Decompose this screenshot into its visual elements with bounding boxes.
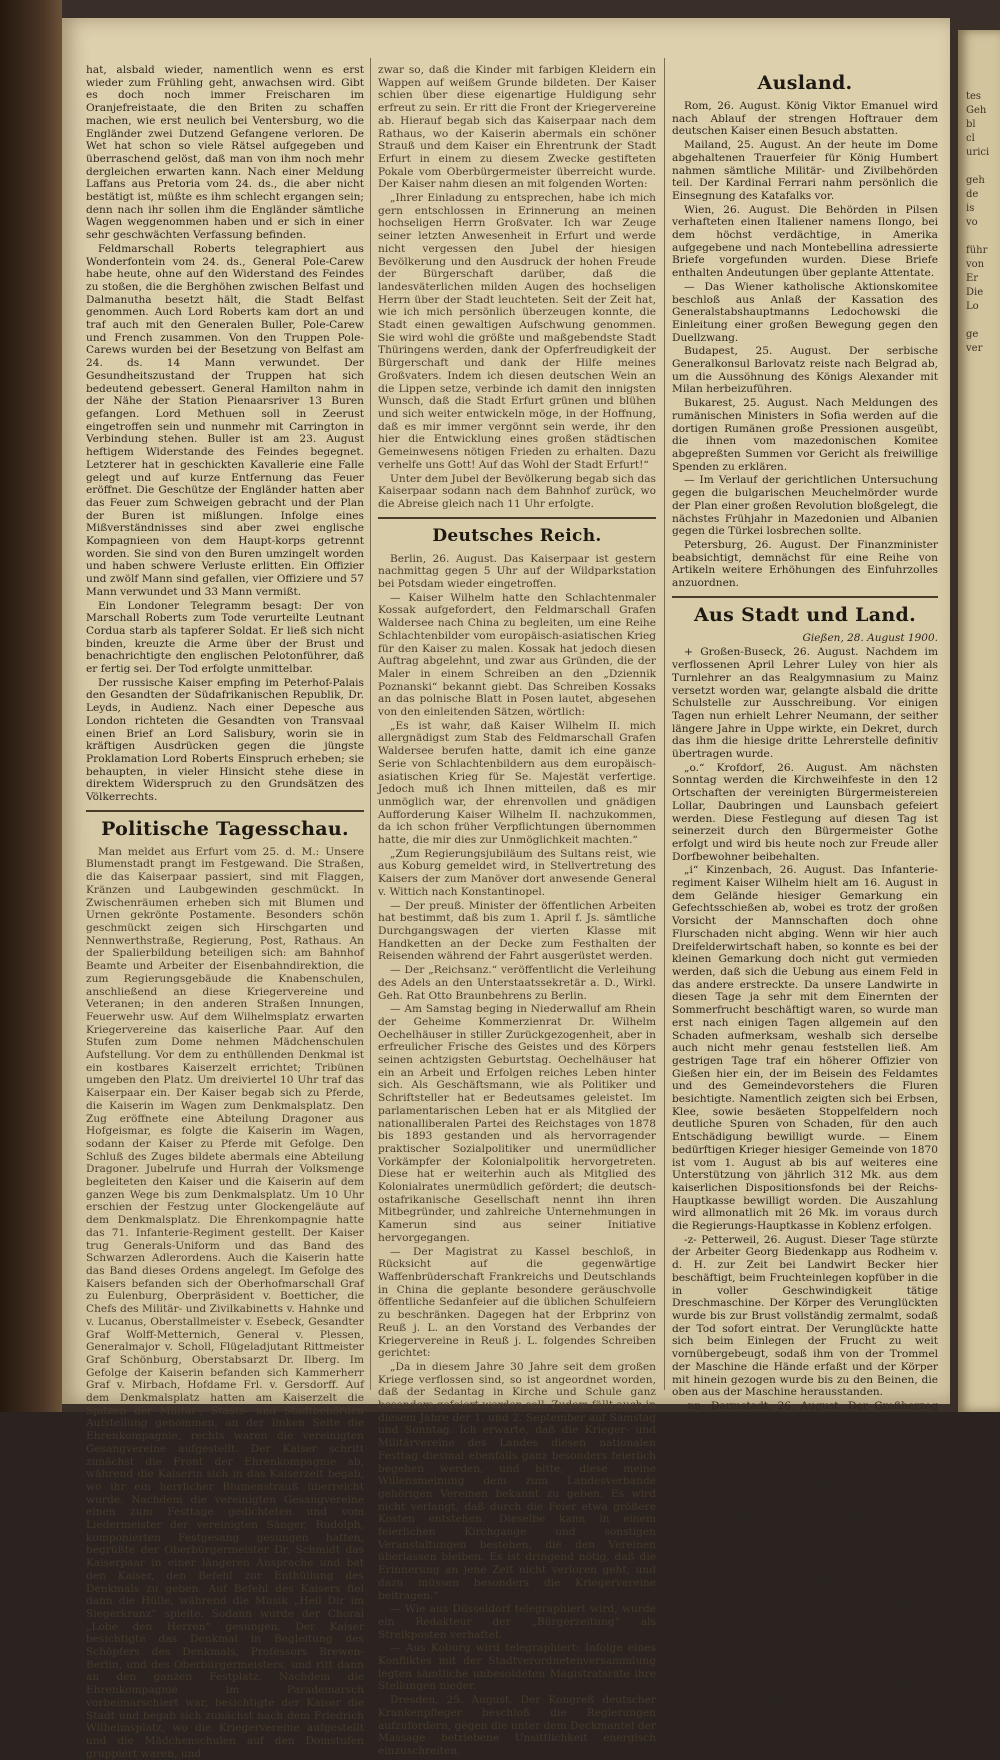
paragraph: hat, alsbald wieder, namentlich wenn es erst wieder zum Frühling geht, anwachsen wird. Gibt es doch noch immer Freischaren im Oranjefreistaate, die den Briten zu schaffen machen, wie erst neulich bei Ventersburg, wo die Engländer zwei Dutzend Gefangene verloren. De Wet hat schon so viele Rätsel aufgegeben und überraschend gelöst, daß man von ihm noch mehr dergleichen erwarten kann. Nach einer Meldung Laffans aus Pretoria vom 24. ds., die aber nicht bestätigt ist, müßte es ihm schlecht ergangen sein; denn nach ihr sollen ihm die Engländer sämtliche Wagen weggenommen haben und er sich in einer sehr geschwächten Verfassung befinden. — [86, 64, 364, 242]
paragraph: Ein Londoner Telegramm besagt: Der von Marschall Roberts zum Tode verurteilte Leutnant Cordua starb als tapferer Soldat. Er ließ sich nicht binden, kreuzte die Arme über der Brust und benachrichtigte den englischen Pelotonführer, daß er fertig sei. Der Tod erfolgte unmittelbar. — [86, 599, 364, 676]
paragraph: Feldmarschall Roberts telegraphiert aus Wonderfontein vom 24. ds., General Pole-Carew habe heute, ohne auf den Widerstand des Feindes zu stoßen, die die Berghöhen zwischen Belfast und Dalmanutha besetzt hält, die Stadt Belfast genommen. Auch Lord Roberts kam dort an und traf auch mit den Generalen Buller, Pole-Carew und French zusammen. Von den Truppen Pole-Carews wurden bei der Besetzung von Belfast am 24. ds. 14 Mann verwundet. Der Gesundheitszustand der Truppen hat sich bedeutend gebessert. General Hamilton nahm in der Nähe der Station Pienaarsriver 13 Buren gefangen. Lord Methuen soll in Zeerust eingetroffen sein und nunmehr mit Carrington in Verbindung stehen. Buller ist am 23. August heftigem Widerstande des Feindes begegnet. Letzterer hat in geschickten Kavallerie eine Falle gelegt und auf kurze Entfernung das Feuer eröffnet. Die Geschütze der Engländer hatten aber das Feuer zum Schweigen gebracht und der Plan der Buren ist mißlungen. Infolge eines Mißverständnisses sind aber zwei englische Kompagnieen von dem Haupt-korps getrennt worden. Sie sind von den Buren umzingelt worden und haben schwere Verluste erlitten. Ein Offizier und zwölf Mann sind gefallen, vier Offiziere und 57 Mann verwundet und 33 Mann vermißt. — [86, 242, 364, 598]
section-divider — [378, 517, 656, 519]
adjacent-page-text: tes Geh bl cl urici geh de is vo führ von Er Die Lo ge ver — [966, 91, 990, 354]
paragraph: „i“ Kinzenbach, 26. August. Das Infanterie-regiment Kaiser Wilhelm hielt am 16. August in dem Gelände hiesiger Gemarkung ein Gefechtsschießen ab, wobei es trotz der großen Vorsicht der Mannschaften doch ohne Flurschaden nicht abging. Wenn wir hier auch Dreifelderwirtschaft haben, so konnte es bei der kleinen Gemarkung doch nicht gut vermieden werden, daß sich die Uebung aus einem Feld in das andere erstreckte. Da unsere Landwirte in diesen Tage ja sehr mit dem Einernten der Sommerfrucht beschäftigt waren, so wurde man erst nach einigen Tagen allgemein auf den Schaden aufmerksam, weshalb sich derselbe auch nicht mehr genau feststellen ließ. Am gestrigen Tage traf ein höherer Offizier von Gießen hier ein, der im Beisein des Feldamtes und des Gemeindevorstehers die Fluren besichtigte. Namentlich zeigten sich bei Erbsen, Klee, sowie besäeten Stoppelfeldern noch deutliche Spuren von Schaden, für den auch Entschädigung bewilligt wurde. — Einem bedürftigen Krieger hiesiger Gemeinde von 1870 ist vom 1. August ab bis auf weiteres eine Unterstützung von jährlich 312 Mk. aus dem kaiserlichen Dispositionsfonds bei der Reichs-Hauptkasse bewilligt worden. Die Auszahlung wird allmonatlich mit 26 Mk. im voraus durch die Regierungs-Hauptkasse in Koblenz erfolgen. — [672, 864, 938, 1233]
paragraph: Dresden, 25. August. Der Kongreß deutscher Krankenpfleger beschloß die Regierungen aufzufordern, gegen die unter dem Deckmantel der Massage betriebene Unsittlichkeit energisch einzuschreiten. — [378, 1694, 656, 1757]
paragraph: -nn- Darmstadt, 26. August. Der Großherzog wird morgen vormittag nach Jagdschloß Oberhof, das bei Gotha im Thüringerwald zwischen großen Tannenwaldungen liegt und Eigentum der Herzoglichen Familie in Koburg ist und wo auch die Herzogin-Witwe und die Großherzogin Viktoria Melitta einige Zeit Aufenthalt genommen haben, abreisen. Oberhof liegt ca. 800 Mtr. über dem Meeresspiegel und ist auch klimatischer Luftkurort. Der Großherzog wird in den ausgedehnten Waldungen auch einige Tage der Jagd obliegen und am Freitagmittag ab Erfurt nach Berlin abreisen, um, einer Einladung des Kaisers folgend, an der am Samstag dort stattfindenden großen Herbstparade teilzunehmen. Das Gefolge, bestehend aus Generaladjutant Oberst Frhr. v. Grancy, den Flügeladjutanten Major Frhr. Röder v. Diersburg und Rittmeister Krämer, sowie Oberstallmeister Major v. Riedesel, wird am Donnerstag von hier abreisen, in Erfurt übernachten und sich am Freitagmittag dort dem Großherzog zur Fahrt nach Berlin anschließen. Die Leibpferde des Großherzogs werden voraussichtlich am Mittwoch unter entsprechender Begleitung nach Berlin transportiert. Die Rückreise erfolgt am Mon- — [672, 1399, 938, 1743]
paragraph: + Großen-Buseck, 26. August. Nachdem im verflossenen April Lehrer Luley von hier als Turnlehrer an das Realgymnasium zu Mainz versetzt worden war, gelangte alsbald die dritte Schulstelle zur Ausschreibung. Vor einigen Tagen nun erhielt Lehrer Neumann, der seither längere Jahre in Uppe wirkte, ein Dekret, durch das ihm die hiesige dritte Lehrerstelle definitiv übertragen wurde. — [672, 646, 938, 761]
paragraph: Bukarest, 25. August. Nach Meldungen des rumänischen Ministers in Sofia werden auf die dortigen Rumänen große Pressionen ausgeübt, die ihnen vom mazedonischen Komitee abgepreßten Summen vor Gericht als freiwillige Spenden zu erklären. — [672, 397, 938, 473]
paragraph: „Es ist wahr, daß Kaiser Wilhelm II. mich allergnädigst zum Stab des Feldmarschall Grafen Waldersee berufen hatte, damit ich eine ganze Serie von Schlachtenbildern aus dem europäisch-asiatischen Krieg für Se. Majestät verfertige. Jedoch muß ich Ihnen mitteilen, daß es mir unmöglich war, der ehrenvollen und gnädigen Aufforderung Kaiser Wilhelm II. nachzukommen, da ich schon früher Verpflichtungen übernommen hatte, die mir dies zur Unmöglichkeit machten.“ — [378, 719, 656, 847]
paragraph: — Der „Reichsanz.“ veröffentlicht die Verleihung des Adels an den Unterstaatssekretär a. D., Wirkl. Geh. Rat Otto Braunbehrens zu Berlin. — [378, 964, 656, 1002]
paragraph: Man meldet aus Erfurt vom 25. d. M.: Unsere Blumenstadt prangt im Festgewand. Die Straßen, die das Kaiserpaar passiert, sind mit Flaggen, Kränzen und Laubgewinden geschmückt. In Zwischenräumen erheben sich mit Blumen und Urnen gekrönte Postamente. Besonders schön geschmückt zeigen sich Hirschgarten und Nennwerthstraße, Regierung, Post, Rathaus. An der Spalierbildung beteiligen sich: am Bahnhof Beamte und Arbeiter der Eisenbahndirektion, die zum Regierungsgebäude die Knabenschulen, anschließend an diese Kriegervereine und Veteranen; in den anderen Straßen Innungen, Feuerwehr usw. Auf dem Wilhelmsplatz erwarten Kriegervereine das kaiserliche Paar. Auf den Stufen zum Dome nehmen Mädchenschulen Aufstellung. Vor dem zu enthüllenden Denkmal ist ein kostbares Kaiserzelt errichtet; Tribünen umgeben den Platz. Um dreiviertel 10 Uhr traf das Kaiserpaar ein. Der Kaiser begab sich zu Pferde, die Kaiserin im Wagen zum Denkmalsplatz. Den Zug eröffnete eine Abteilung Dragoner aus Hofgeismar, es folgte die Kaiserin im Wagen, sodann der Kaiser zu Pferde mit Gefolge. Den Schluß des Zuges bildete abermals eine Abteilung Dragoner. Jubelrufe und Hurrah der Volksmenge begleiteten den Kaiser und die Kaiserin auf dem ganzen Wege bis zum Denkmalsplatz. Um 10 Uhr erschien der Festzug unter Glockengeläute auf dem Denkmalsplatz. Die Ehrenkompagnie hatte das 71. Infanterie-Regiment gestellt. Der Kaiser trug Generals-Uniform und das Band des Schwarzen Adlerordens. Auch die Kaiserin hatte das Band dieses Ordens angelegt. Im Gefolge des Kaisers befanden sich der Oberhofmarschall Graf zu Eulenburg, Oberpräsident v. Boetticher, die Chefs des Militär- und Zivilkabinetts v. Hahnke und v. Lucanus, Oberstallmeister v. Esebeck, Gesandter Graf Wolff-Metternich, General v. Plessen, Generalmajor v. Scholl, Flügeladjutant Rittmeister Graf Schönburg, Oberstabsarzt Dr. Ilberg. Im Gefolge der Kaiserin befanden sich Kammerherr Graf v. Mirbach, Hofdame Frl. v. Gersdorff. Auf dem Denkmalsplatz hatten am Kaiserzelt die Spitzen der Militär-, Staats- und Stadtbehörden Aufstellung genommen, an der linken Seite die Ehrenkompagnie, rechts waren die vereinigten Gesangvereine aufgestellt. Der Kaiser schritt zunächst die Front der Ehrenkompagnie ab, während die Kaiserin sich in das Kaiserzelt begab, wo ihr ein herrlicher Blumenstrauß überreicht wurde. Nachdem die vereinigten Gesangvereine einen zum Festtage gedichteten und vom Liedermeister der vereinigten Sänger, Rudolph, komponierten Festgesang gesungen hatten, begrüßte der Oberbürgermeister Dr. Schmidt das Kaiserpaar in einer längeren Ansprache und bat den Kaiser, den Befehl zur Enthüllung des Denkmals zu geben. Auf Befehl des Kaisers fiel dann die Hülle, während die Musik „Heil Dir im Siegerkranz“ spielte. Sodann wurde der Choral „Lobe den Herren“ gesungen. Der Kaiser besichtigte das Denkmal in Begleitung des Schöpfers des Denkmals, Professors Brewen-Berlin, und des Oberbürgermeisters, und ritt dann an den ganzen Festplatz. Nachdem die Ehrenkompagnie im Parademarsch vorbeimarschiert war, besichtigte der Kaiser die Stadt und begab sich zunächst nach dem Friedrich Wilhelmsplatz, wo die Kriegervereine aufgestellt und die Mädchenschulen auf den Domstufen gruppiert waren, und — [86, 845, 364, 1760]
paragraph: — Am Samstag beging in Niederwalluf am Rhein der Geheime Kommerzienrat Dr. Wilhelm Oechelhäuser in stiller Zurückgezogenheit, aber in erfreulicher Frische des Geistes und des Körpers seinen achtzigsten Geburtstag. Oechelhäuser hat ein an Arbeit und Erfolgen reiches Leben hinter sich. Als Geschäftsmann, wie als Politiker und Schriftsteller hat er Bedeutsames geleistet. Im parlamentarischen Leben hat er als Mitglied der nationalliberalen Partei des Reichstages von 1878 bis 1893 gestanden und als hervorragender praktischer Sozialpolitiker und unermüdlicher Vorkämpfer der Kolonialpolitik hervorgetreten. Diese hat er weiterhin auch als Mitglied des Kolonialrates unermüdlich gefördert; die deutsch-ostafrikanische Gesellschaft nennt ihn ihren Mitbegründer, und zahlreiche Unternehmungen in Kamerun sind aus seiner Initiative hervorgegangen. — [378, 1003, 656, 1244]
paragraph: Wien, 26. August. Die Behörden in Pilsen verhafteten einen Italiener namens Ilongo, bei dem höchst verdächtige, in Amerika aufgegebene und nach Montebellina adressierte Briefe vorgefunden wurden. Diese Briefe enthalten Andeutungen über geplante Attentate. — [672, 203, 938, 280]
paragraph: — Aus Koburg wird telegraphiert: Infolge eines Konfliktes mit der Stadtverordnetenversammlung legten sämtliche unbesoldeten Magistratsräte ihre Stellungen nieder. — [378, 1642, 656, 1693]
column-middle — [378, 18, 656, 1757]
section-heading: Ausland. — [757, 72, 853, 94]
column-right — [672, 18, 938, 1743]
paragraph: Petersburg, 26. August. Der Finanzminister beabsichtigt, demnächst für eine Reihe von Artikeln weitere Erhöhungen des Einfuhrzolles anzuordnen. — [672, 538, 938, 590]
paragraph: — Das Wiener katholische Aktionskomitee beschloß aus Anlaß der Kassation des Generalstabshauptmanns Ledochowski die Einleitung einer großen Bewegung gegen den Duellzwang. — [672, 280, 938, 344]
paragraph: zwar so, daß die Kinder mit farbigen Kleidern ein Wappen auf weißem Grunde bildeten. Der Kaiser schien über diese eigenartige Huldigung sehr erfreut zu sein. Er ritt die Front der Kriegervereine ab. Hierauf begab sich das Kaiserpaar nach dem Rathaus, wo der Kaiserin abermals ein schöner Strauß und dem Kaiser ein Ehrentrunk der Stadt Erfurt in einem zu diesem Zwecke gestifteten Pokale vom Oberbürgermeister überreicht wurde. Der Kaiser nahm diesen an mit folgenden Worten: — [378, 64, 656, 191]
paragraph: „Da in diesem Jahre 30 Jahre seit dem großen Kriege verflossen sind, so ist angeordnet worden, daß der Sedantag in Kirche und Schule ganz besonders gefeiert werden soll. Zudem fällt auch in diesem Jahre der 1. und 2. September auf Samstag und Sonntag. Ich erwarte, daß die Krieger- und Militärvereine des Landes diesen nationalen Festtag diesmal ebenfalls ganz besonders feierlich begehen werden, und bitte, diese meine Willensmeinung dem zum Landesverbande gehörigen Vereinen bekannt zu geben. Es wird nicht verlangt, daß durch die Feier etwa größere Kosten entstehen. Dieselbe kann in einem feierlichen Kirchgange und sonstigen Veranstaltungen bestehen, die den Vereinen überlassen bleiben. Es ist dringend nötig, daß die Erinnerung an jene Zeit nicht verloren geht, und dazu müssen besonders die Kriegervereine beitragen.“ — [378, 1360, 656, 1602]
paragraph: Unter dem Jubel der Bevölkerung begab sich das Kaiserpaar sodann nach dem Bahnhof zurück, wo die Abreise gleich nach 11 Uhr erfolgte. — [378, 472, 656, 510]
section-heading: Aus Stadt und Land. — [694, 603, 916, 626]
section-heading: Politische Tagesschau. — [101, 817, 349, 840]
section-divider — [86, 810, 364, 812]
book-binding — [0, 0, 62, 1412]
section-divider — [672, 596, 938, 598]
paragraph: — Der preuß. Minister der öffentlichen Arbeiten hat bestimmt, daß bis zum 1. April f. Js. sämtliche Durchgangswagen der vierten Klasse mit Handketten an der Decke zum Festhalten der Reisenden während der Fahrt ausgerüstet werden. — [378, 899, 656, 963]
paragraph: Der russische Kaiser empfing im Peterhof-Palais den Gesandten der Südafrikanischen Republik, Dr. Leyds, in Audienz. Nach einer Depesche aus London richteten die Gesandten von Transvaal einen Brief an Lord Salisbury, worin sie in kräftigen Ausdrücken gegen die jüngste Proklamation Lord Roberts Einspruch erheben; sie behaupten, in vieler Hinsicht stehe diese in direktem Widerspruch zu den Grundsätzen des Völkerrechts. — [86, 676, 364, 804]
newspaper-page — [62, 18, 950, 1760]
adjacent-page-edge — [958, 30, 1000, 1412]
paragraph: — Der Magistrat zu Kassel beschloß, in Rücksicht auf die gegenwärtige Waffenbrüderschaft Frankreichs und Deutschlands in China die geplante besondere geräuschvolle öffentliche Sedanfeier auf die üblichen Schulfeiern zu beschränken. Dagegen hat der Erbprinz von Reuß j. L. an den Vorstand des Verbandes der Kriegervereine in Reuß j. L. folgendes Schreiben gerichtet: — [378, 1245, 656, 1360]
paragraph: Mailand, 25. August. An der heute im Dome abgehaltenen Trauerfeier für König Humbert nahmen sämtliche Militär- und Zivilbehörden teil. Der Kardinal Ferrari nahm persönlich die Einsegnung des Katafalks vor. — [672, 139, 938, 202]
paragraph: — Wie aus Düsseldorf telegraphiert wird, wurde ein Redakteur der „Bürgerzeitung“ als Streikposten verhaftet. — [378, 1603, 656, 1641]
paragraph: — Im Verlauf der gerichtlichen Untersuchung gegen die bulgarischen Meuchelmörder wurde der Plan einer großen Revolution bloßgelegt, die nächstes Frühjahr in Mazedonien und Albanien gegen die Türkei losbrechen sollte. — [672, 474, 938, 538]
paragraph: „Zum Regierungsjubiläum des Sultans reist, wie aus Koburg gemeldet wird, in Stellvertretung des Kaisers der zum Manöver dort anwesende General v. Wittich nach Konstantinopel. — [378, 847, 656, 898]
section-heading: Deutsches Reich. — [432, 525, 602, 546]
paragraph: „o.“ Krofdorf, 26. August. Am nächsten Sonntag werden die Kirchweihfeste in den 12 Ortschaften der vereinigten Bürgermeistereien Lollar, Daubringen und Launsbach gefeiert werden. Diese Festlegung auf diesen Tag ist seinerzeit durch den Bürgermeister Gothe erfolgt und wird bis heute noch zur Freude aller Dorfbewohner beibehalten. — [672, 761, 938, 863]
paragraph: Budapest, 25. August. Der serbische Generalkonsul Barlovatz reiste nach Belgrad ab, um die Aussöhnung des Königs Alexander mit Milan herbeizuführen. — [672, 345, 938, 396]
paragraph: Berlin, 26. August. Das Kaiserpaar ist gestern nachmittag gegen 5 Uhr auf der Wildparkstation bei Potsdam wieder eingetroffen. — [378, 552, 656, 591]
paragraph: „Ihrer Einladung zu entsprechen, habe ich mich gern entschlossen in Erinnerung an meinen hochseligen Herrn Großvater. Ich war Zeuge seiner letzten Anwesenheit in Erfurt und werde nicht vergessen den Jubel der hiesigen Bevölkerung und den Ausdruck der hohen Freude der Bürgerschaft darüber, daß die landesväterlichen milden Augen des hochseligen Herrn über der Stadt leuchteten. Seit der Zeit hat, wie ich mich persönlich überzeugen konnte, die Stadt einen gewaltigen Aufschwung genommen. Sie wird wohl die größte und maßgebendste Stadt Thüringens werden, dank der Opferfreudigkeit der Bürgerschaft und dank der Hilfe meines Großvaters. Indem ich diesen deutschen Wein an die Lippen setze, verbinde ich damit den innigsten Wunsch, daß die Stadt Erfurt grünen und blühen und sich weiter entwickeln möge, in der Hoffnung, daß es mir immer vergönnt sein werde, ihr den hier die Entwicklung eines großen städtischen Gemeinwesens nötigen Frieden zu erhalten. Dazu verhelfe uns Gott! Auf das Wohl der Stadt Erfurt!“ — [378, 192, 656, 471]
paragraph: -z- Petterweil, 26. August. Dieser Tage stürzte der Arbeiter Georg Biedenkapp aus Rodheim v. d. H. zur Zeit bei Landwirt Becker hier beschäftigt, beim Fruchteinlegen kopfüber in die in voller Geschwindigkeit tätige Dreschmaschine. Der Körper des Verunglückten wurde bis zur Brust vollständig zermalmt, sodaß der Tod sofort eintrat. Der Verunglückte hatte sich beim Einlegen der Frucht zu weit vornübergebeugt, sodaß ihm von der Trommel der Maschine die Hände erfaßt und der Körper mit hinein gezogen wurde bis zu den Beinen, die oben aus der Maschine herausstanden. — [672, 1233, 938, 1399]
column-rule — [370, 58, 371, 1390]
paragraph: — Kaiser Wilhelm hatte den Schlachtenmaler Kossak aufgefordert, den Feldmarschall Grafen Waldersee nach China zu begleiten, um eine Reihe Schlachtenbilder vom europäisch-asiatischen Krieg für den Kaiser zu malen. Kossak hat jedoch diesen Auftrag abgelehnt, und zwar aus Gründen, die der Maler in einem Schreiben an den „Dziennik Poznanski“ bekannt giebt. Das Schreiben Kossaks an das polnische Blatt in Posen lautet, abgesehen von den einleitenden Sätzen, wörtlich: — [378, 591, 656, 719]
column-left — [86, 18, 364, 1760]
column-rule — [664, 58, 665, 1390]
paragraph: Rom, 26. August. König Viktor Emanuel wird nach Ablauf der strengen Hoftrauer dem deutschen Kaiser einen Besuch abstatten. — [672, 100, 938, 138]
dateline: Gießen, 28. August 1900. — [802, 631, 938, 644]
